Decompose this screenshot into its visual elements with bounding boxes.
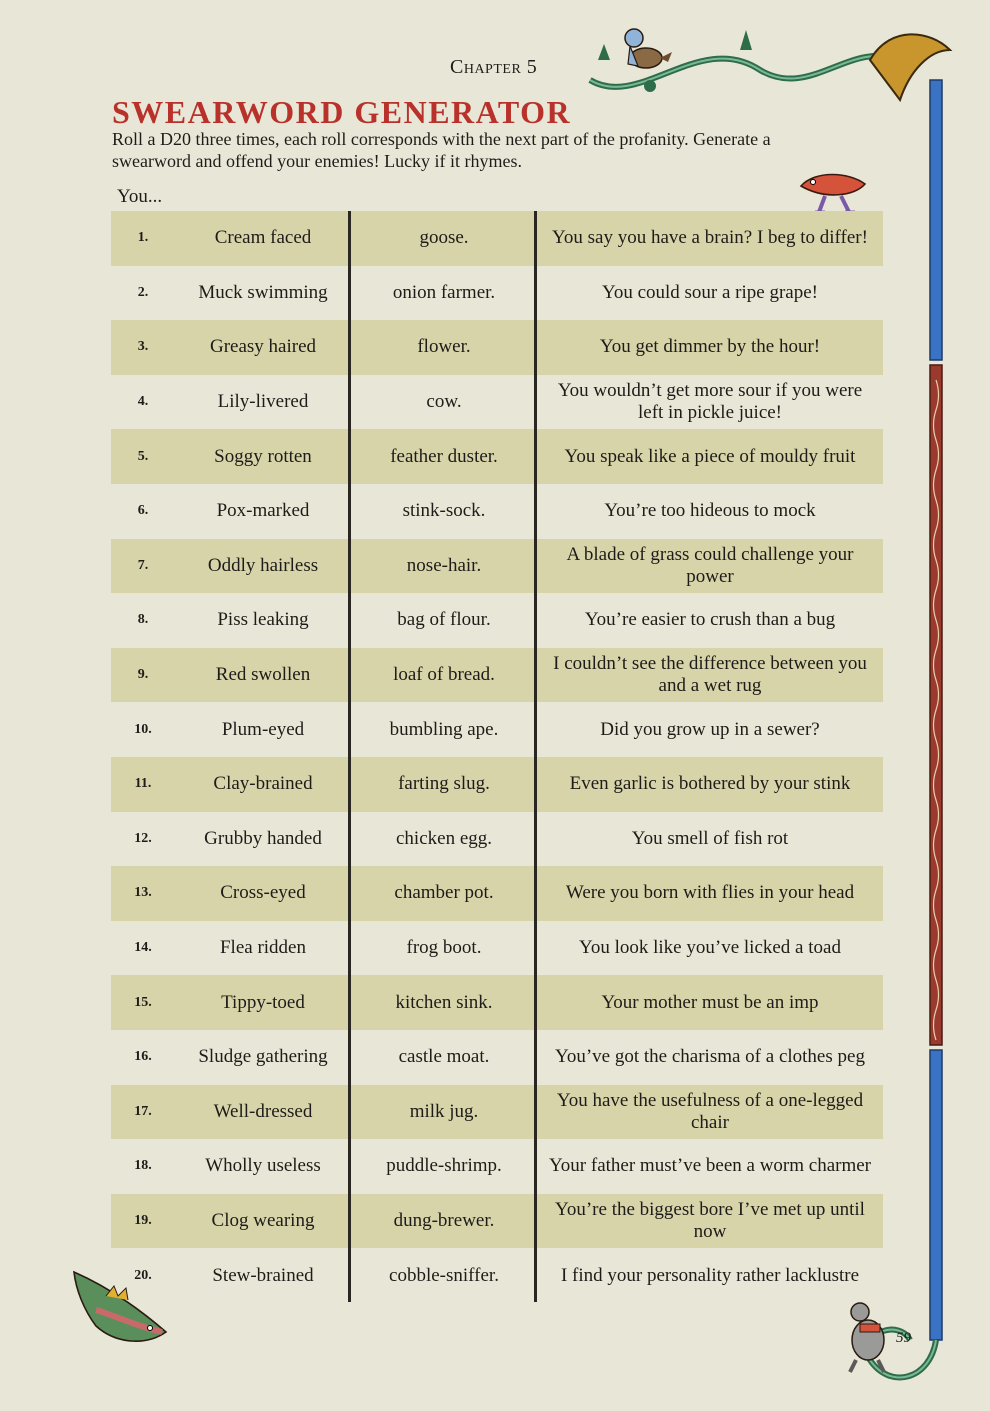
first-part-cell: Well-dressed (213, 1100, 313, 1122)
insult-cell: You’re easier to crush than a bug (584, 609, 836, 631)
roll-number: 2. (137, 284, 149, 300)
first-part-cell: Muck swimming (198, 281, 328, 303)
insult-cell: You could sour a ripe grape! (602, 281, 818, 303)
roll-number: 4. (137, 394, 149, 410)
roll-number: 15. (134, 994, 152, 1010)
first-part-cell: Grubby handed (204, 827, 322, 849)
roll-number: 11. (134, 776, 152, 792)
second-part-cell: bag of flour. (397, 609, 491, 631)
insult-cell: You get dimmer by the hour! (599, 336, 821, 358)
table-row (111, 593, 883, 648)
insult-cell: You look like you’ve licked a toad (579, 937, 841, 959)
insult-cell: Your father must’ve been a worm charmer (548, 1155, 872, 1177)
first-part-cell: Plum-eyed (221, 718, 305, 740)
table-row (111, 211, 883, 266)
first-part-cell: Cream faced (214, 227, 312, 249)
second-part-cell: farting slug. (398, 773, 490, 795)
roll-number: 1. (137, 230, 149, 246)
first-part-cell: Soggy rotten (214, 445, 312, 467)
second-part-cell: stink-sock. (402, 500, 486, 522)
roll-number: 8. (137, 612, 149, 628)
roll-number: 19. (134, 1212, 152, 1228)
insult-cell: You’ve got the charisma of a clothes peg (555, 1046, 865, 1068)
insult-cell: A blade of grass could challenge your power (566, 543, 854, 587)
swearword-table (111, 211, 883, 1303)
table-row (111, 1085, 883, 1140)
table-row (111, 975, 883, 1030)
insult-cell: You have the usefulness of a one-legged chair (556, 1089, 864, 1133)
insult-cell: You’re the biggest bore I’ve met up until now (555, 1198, 865, 1242)
insult-cell: I find your personality rather lacklustre (560, 1264, 860, 1286)
intro-paragraph: Roll a D20 three times, each roll corresponds with the next part of the profanity. Generate a swearword and offend your enemies! Lucky if it rhymes. (112, 129, 771, 171)
table-row (111, 429, 883, 484)
roll-number: 18. (134, 1158, 152, 1174)
first-part-cell: Piss leaking (217, 609, 309, 631)
first-part-cell: Pox-marked (216, 500, 310, 522)
column-divider (534, 211, 537, 1302)
first-part-cell: Lily-livered (217, 391, 309, 413)
second-part-cell: feather duster. (390, 445, 498, 467)
second-part-cell: cow. (426, 391, 462, 413)
roll-number: 7. (137, 557, 149, 573)
table-row (111, 921, 883, 976)
first-part-cell: Stew-brained (212, 1264, 314, 1286)
second-part-cell: chamber pot. (394, 882, 494, 904)
first-part-cell: Clay-brained (213, 773, 313, 795)
page-title: SWEARWORD GENERATOR (112, 94, 572, 130)
roll-number: 10. (134, 721, 152, 737)
roll-number: 17. (134, 1103, 152, 1119)
table-row (111, 1194, 883, 1249)
roll-number: 12. (134, 830, 152, 846)
first-part-cell: Sludge gathering (198, 1046, 328, 1068)
table-row (111, 1030, 883, 1085)
table-row (111, 539, 883, 594)
table-row (111, 702, 883, 757)
table-lead-text: You... (117, 186, 163, 207)
roll-number: 14. (134, 940, 152, 956)
second-part-cell: flower. (417, 336, 471, 358)
second-part-cell: onion farmer. (392, 281, 496, 303)
table-row (111, 648, 883, 703)
roll-number: 9. (137, 667, 149, 683)
table-row (111, 1248, 883, 1303)
second-part-cell: goose. (419, 227, 469, 249)
bird-illustration (620, 24, 676, 80)
second-part-cell: cobble-sniffer. (389, 1264, 499, 1286)
second-part-cell: puddle-shrimp. (386, 1155, 502, 1177)
roll-number: 20. (134, 1267, 152, 1283)
second-part-cell: dung-brewer. (393, 1209, 495, 1231)
second-part-cell: loaf of bread. (393, 664, 495, 686)
second-part-cell: nose-hair. (406, 554, 482, 576)
first-part-cell: Greasy haired (209, 336, 317, 358)
first-part-cell: Clog wearing (211, 1209, 315, 1231)
second-part-cell: castle moat. (398, 1046, 490, 1068)
insult-cell: You smell of fish rot (631, 827, 789, 849)
insult-cell: Even garlic is bothered by your stink (569, 773, 851, 795)
insult-cell: I couldn’t see the difference between you and a wet rug (553, 653, 867, 697)
chapter-heading: Chapter 5 (450, 56, 538, 78)
roll-number: 13. (134, 885, 152, 901)
insult-cell: Your mother must be an imp (601, 991, 819, 1013)
roll-number: 5. (137, 448, 149, 464)
first-part-cell: Red swollen (215, 664, 311, 686)
table-row (111, 757, 883, 812)
second-part-cell: kitchen sink. (395, 991, 493, 1013)
first-part-cell: Cross-eyed (220, 882, 306, 904)
first-part-cell: Oddly hairless (207, 554, 319, 576)
insult-cell: You’re too hideous to mock (604, 500, 816, 522)
table-row (111, 484, 883, 539)
first-part-cell: Tippy-toed (221, 991, 305, 1013)
second-part-cell: bumbling ape. (389, 718, 499, 740)
column-divider (348, 211, 351, 1302)
insult-cell: You say you have a brain? I beg to differ! (552, 227, 868, 249)
page-number: 59 (896, 1330, 911, 1346)
first-part-cell: Wholly useless (205, 1155, 321, 1177)
roll-number: 3. (137, 339, 149, 355)
table-row (111, 266, 883, 321)
first-part-cell: Flea ridden (219, 937, 306, 959)
roll-number: 6. (137, 503, 149, 519)
roll-number: 16. (134, 1049, 152, 1065)
second-part-cell: chicken egg. (395, 827, 492, 849)
grey-creature-illustration (838, 1296, 900, 1376)
table-row (111, 1139, 883, 1194)
insult-cell: You speak like a piece of mouldy fruit (564, 445, 856, 467)
table-row (111, 320, 883, 375)
table-row (111, 375, 883, 430)
insult-cell: You wouldn’t get more sour if you were left in pickle juice! (557, 380, 863, 424)
table-row (111, 866, 883, 921)
second-part-cell: milk jug. (409, 1100, 479, 1122)
insult-cell: Did you grow up in a sewer? (600, 718, 820, 740)
table-row (111, 812, 883, 867)
insult-cell: Were you born with flies in your head (565, 882, 855, 904)
second-part-cell: frog boot. (406, 937, 482, 959)
